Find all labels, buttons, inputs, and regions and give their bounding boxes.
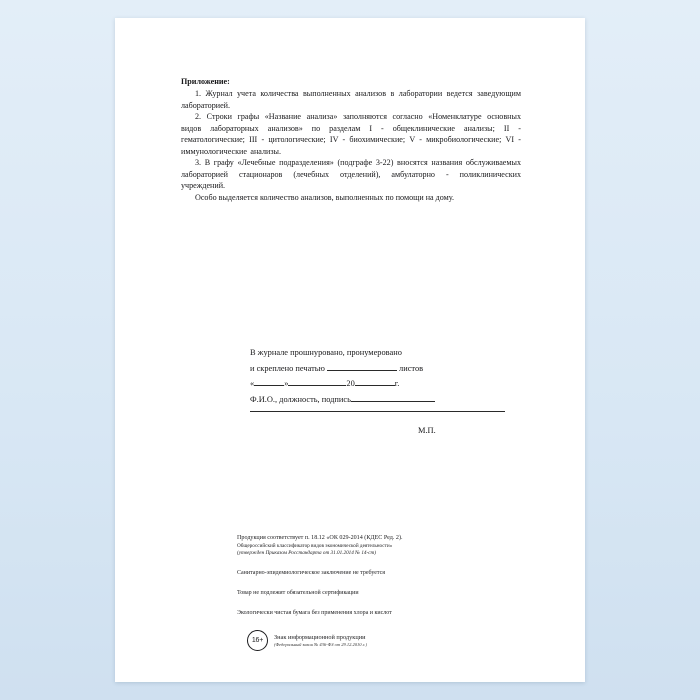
age-rating-law: (Федеральный закон № 436-ФЗ от 29.12.2010 г.) xyxy=(274,642,367,647)
certification-line-2-suffix: листов xyxy=(399,363,424,373)
appendix-heading: Приложение: xyxy=(181,77,230,86)
signature-rule xyxy=(250,410,505,412)
document-page xyxy=(115,18,585,682)
certification-date-line xyxy=(250,376,510,392)
footer-gap-2 xyxy=(237,578,537,589)
quote-open: « xyxy=(250,379,255,389)
footer-approved-line: (утвержден Приказом Росстандарта от 31.01.2014 № 14-ст) xyxy=(237,550,377,557)
appendix-item-3: 3. В графу «Лечебные подразделения» (подграфе 3-22) вносятся названия обслуживаемых лабораторией стационаров (лечебных отделений), амбулаторно - поликлинических учреждений. xyxy=(181,158,521,191)
certification-line-1 xyxy=(250,346,510,361)
age-rating-row xyxy=(247,630,367,651)
sheets-count-blank[interactable] xyxy=(327,361,397,371)
footer-section xyxy=(237,534,537,618)
footer-gap-3 xyxy=(237,598,537,609)
certification-block xyxy=(250,346,510,439)
footer-note-2: Товар не подлежит обязательной сертификации xyxy=(237,589,359,596)
age-rating-badge-icon: 16+ xyxy=(247,630,268,651)
appendix-item-1: 1. Журнал учета количества выполненных анализов в лаборатории ведется заведующим лабораторией. xyxy=(181,89,521,110)
footer-gap-1 xyxy=(237,558,537,569)
certification-line-2-prefix: и скреплено печатью xyxy=(250,363,325,373)
footer-classifier-line: Общероссийский классификатор видов экономической деятельности» xyxy=(237,542,393,549)
day-blank[interactable] xyxy=(254,376,284,386)
certification-line-1-text: В журнале прошнуровано, пронумеровано xyxy=(250,348,402,357)
appendix-item-2: 2. Строки графы «Название анализа» заполняются согласно «Номенклатуре основных видов лабораторных анализов» по разделам I - общеклинические анализы; II - гематологические; III - цитологические; IV - биохимические; V - микробиологические; VI - иммунологические анализы. xyxy=(181,112,521,156)
footer-note-1: Санитарно-эпидемиологическое заключение не требуется xyxy=(237,569,386,576)
year-prefix: 20 xyxy=(346,379,355,389)
footer-product-line: Продукция соответствует п. 18.12 «ОК 029-2014 (КДЕС Ред. 2). xyxy=(237,535,403,541)
footer-note-3: Экологически чистая бумага без применения хлора и кислот xyxy=(237,609,392,616)
age-rating-title: Знак информационной продукции xyxy=(274,634,366,641)
certification-name-line xyxy=(250,392,510,408)
signature-blank[interactable] xyxy=(351,392,435,402)
month-blank[interactable] xyxy=(288,376,346,386)
stamp-place-label: М.П. xyxy=(418,425,436,435)
certification-line-2 xyxy=(250,361,510,377)
year-blank[interactable] xyxy=(355,376,395,386)
year-suffix: г. xyxy=(394,379,400,389)
appendix-section xyxy=(181,76,521,203)
name-position-signature-label: Ф.И.О., должность, подпись xyxy=(250,395,351,405)
quote-close: » xyxy=(284,379,289,389)
appendix-item-4: Особо выделяется количество анализов, выполненных по помощи на дому. xyxy=(195,192,455,202)
age-rating-text xyxy=(274,634,367,647)
page-content xyxy=(115,18,585,682)
